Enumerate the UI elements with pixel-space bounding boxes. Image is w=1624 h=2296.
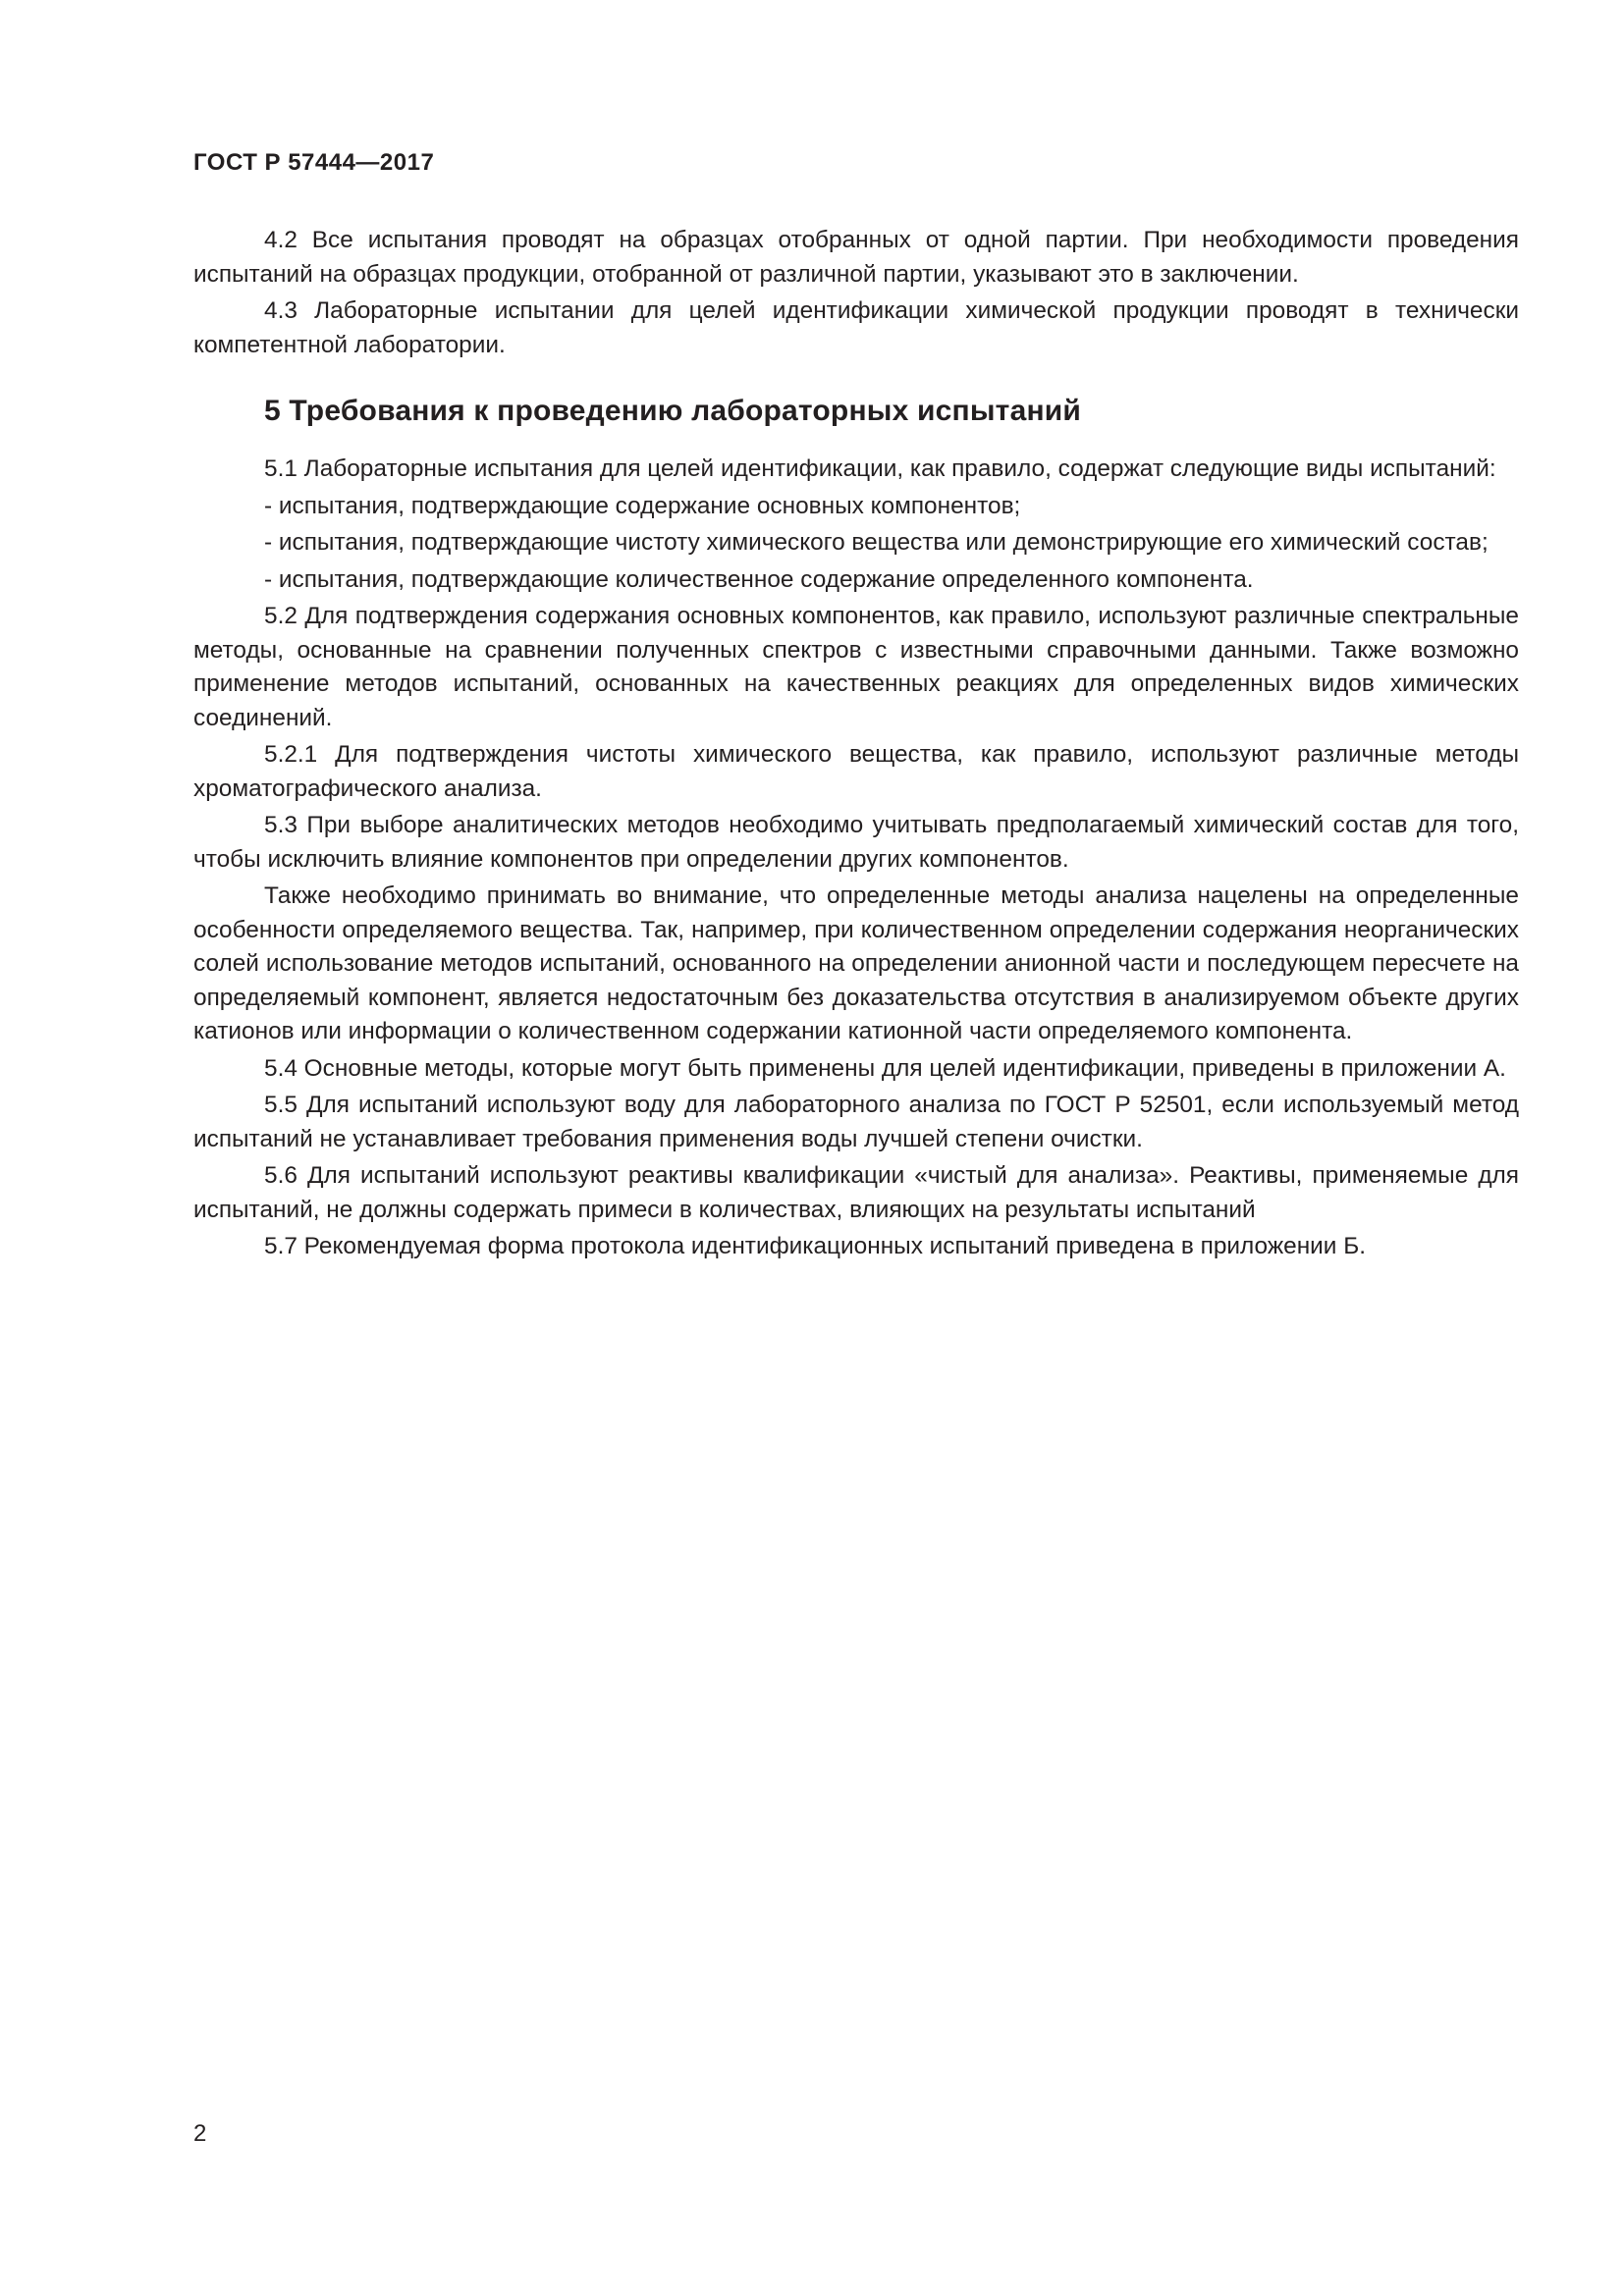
document-header: ГОСТ Р 57444—2017 [193,149,435,176]
paragraph-5-2: 5.2 Для подтверждения содержания основных компонентов, как правило, используют различные спектральные методы, основанные на сравнении полученных спектров с известными справочными данными. Также возможно применение методов испытаний, основанных на качественных реакциях для определенных видов химических соединений. [193,603,1519,731]
paragraph-5-3-continued: Также необходимо принимать во внимание, что определенные методы анализа нацелены на определенные особенности определяемого вещества. Так, например, при количественном определении содержания неорганических солей использование методов испытаний, основанного на определении анионной части и последующем пересчете на определяемый компонент, является недостаточным без доказательства отсутствия в анализируемом объекте других катионов или информации о количественном содержании катионной части определяемого компонента. [193,882,1519,1044]
section-5-heading: 5 Требования к проведению лабораторных испытаний [264,395,1082,427]
paragraph-5-3: 5.3 При выборе аналитических методов необходимо учитывать предполагаемый химический состав для того, чтобы исключить влияние компонентов при определении других компонентов. [193,812,1519,873]
paragraph-5-7: 5.7 Рекомендуемая форма протокола идентификационных испытаний приведена в приложении Б. [264,1233,1366,1259]
list-item-main-components: - испытания, подтверждающие содержание основных компонентов; [264,492,1021,519]
paragraph-4-2: 4.2 Все испытания проводят на образцах отобранных от одной партии. При необходимости проведения испытаний на образцах продукции, отобранной от различной партии, указывают это в заключении. [193,227,1519,288]
page-number: 2 [193,2120,207,2147]
document-body [193,224,1519,1267]
paragraph-4-3: 4.3 Лабораторные испытании для целей идентификации химической продукции проводят в технически компетентной лаборатории. [193,297,1519,358]
paragraph-5-2-1: 5.2.1 Для подтверждения чистоты химического вещества, как правило, используют различные методы хроматографического анализа. [193,741,1519,802]
list-item-quantitative: - испытания, подтверждающие количественное содержание определенного компонента. [264,565,1254,593]
paragraph-5-5: 5.5 Для испытаний используют воду для лабораторного анализа по ГОСТ Р 52501, если используемый метод испытаний не устанавливает требования применения воды лучшей степени очистки. [193,1092,1519,1152]
paragraph-5-4: 5.4 Основные методы, которые могут быть применены для целей идентификации, приведены в приложении А. [264,1054,1506,1082]
paragraph-5-1: 5.1 Лабораторные испытания для целей идентификации, как правило, содержат следующие виды испытаний: [264,455,1496,482]
list-item-purity: - испытания, подтверждающие чистоту химического вещества или демонстрирующие его химический состав; [264,529,1489,556]
paragraph-5-6: 5.6 Для испытаний используют реактивы квалификации «чистый для анализа». Реактивы, применяемые для испытаний, не должны содержать примеси в количествах, влияющих на результаты испытаний [193,1162,1519,1223]
